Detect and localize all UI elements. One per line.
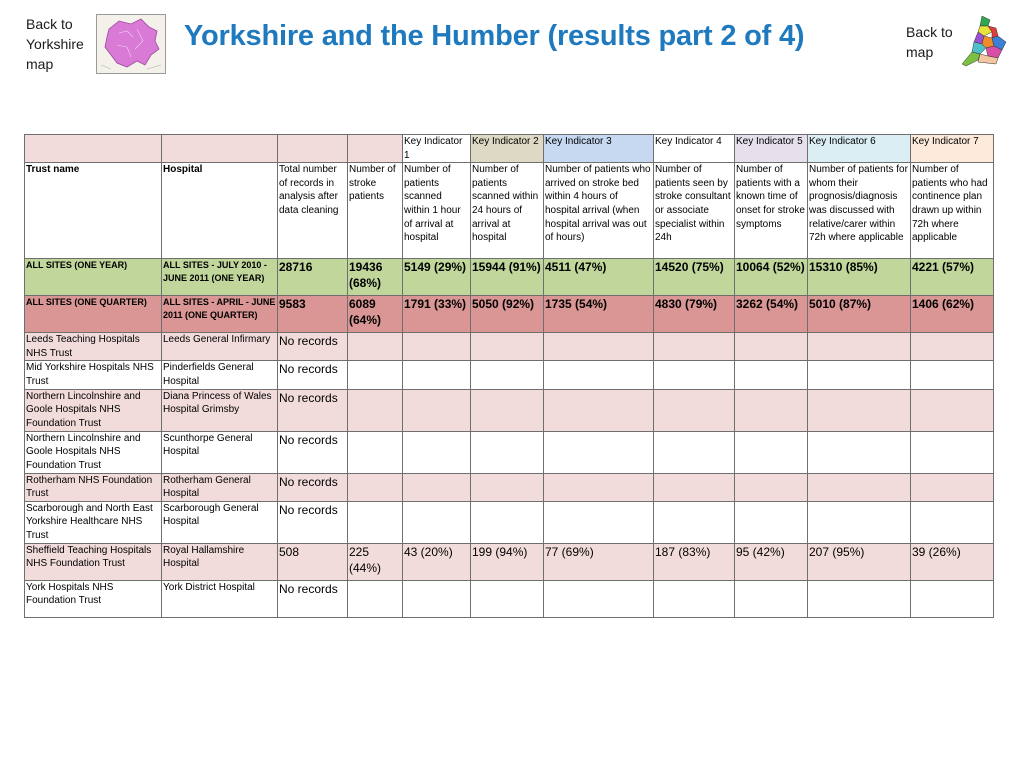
value-cell [348, 431, 403, 473]
value-cell [654, 361, 735, 389]
trust-name-cell: Northern Lincolnshire and Goole Hospitals NHS Foundation Trust [25, 431, 162, 473]
value-cell [654, 580, 735, 617]
value-cell [808, 389, 911, 431]
ki-empty-cell [162, 135, 278, 163]
summary-row [25, 296, 994, 333]
value-cell [348, 580, 403, 617]
value-cell [735, 431, 808, 473]
value-cell [544, 473, 654, 501]
value-cell [654, 501, 735, 543]
trust-name-cell: Northern Lincolnshire and Goole Hospitals NHS Foundation Trust [25, 389, 162, 431]
value-cell: 187 (83%) [654, 543, 735, 580]
table-row [25, 580, 994, 617]
value-cell [735, 361, 808, 389]
header-ki2: Number of patients scanned within 24 hours of arrival at hospital [471, 163, 544, 259]
summary-value-cell: 19436 (68%) [348, 259, 403, 296]
summary-value-cell: 10064 (52%) [735, 259, 808, 296]
ki-empty-cell [25, 135, 162, 163]
value-cell [654, 431, 735, 473]
table-row [25, 473, 994, 501]
value-cell [471, 473, 544, 501]
value-cell [735, 501, 808, 543]
value-cell: 39 (26%) [911, 543, 994, 580]
back-to-yorkshire-map-link[interactable]: Back to Yorkshire map [26, 16, 84, 72]
value-cell: 95 (42%) [735, 543, 808, 580]
value-cell [911, 501, 994, 543]
value-cell [654, 389, 735, 431]
trust-name-cell: Scarborough and North East Yorkshire Healthcare NHS Trust [25, 501, 162, 543]
value-cell [403, 473, 471, 501]
value-cell [808, 361, 911, 389]
key-indicator-6: Key Indicator 6 [808, 135, 911, 163]
summary-value-cell: 1735 (54%) [544, 296, 654, 333]
value-cell: 207 (95%) [808, 543, 911, 580]
value-cell [403, 361, 471, 389]
table-row [25, 361, 994, 389]
value-cell [403, 431, 471, 473]
value-cell: No records [278, 333, 348, 361]
value-cell [348, 333, 403, 361]
value-cell [471, 389, 544, 431]
value-cell [544, 580, 654, 617]
hospital-name-cell: Royal Hallamshire Hospital [162, 543, 278, 580]
trust-name-cell: Sheffield Teaching Hospitals NHS Foundation Trust [25, 543, 162, 580]
value-cell: 225 (44%) [348, 543, 403, 580]
results-table [24, 134, 994, 618]
value-cell [911, 361, 994, 389]
value-cell: No records [278, 473, 348, 501]
value-cell [403, 580, 471, 617]
summary-value-cell: 4511 (47%) [544, 259, 654, 296]
header-ki5: Number of patients with a known time of onset for stroke symptoms [735, 163, 808, 259]
header-ki7: Number of patients who had continence plan drawn up within 72h where applicable [911, 163, 994, 259]
table-row [25, 543, 994, 580]
value-cell [348, 361, 403, 389]
value-cell [654, 473, 735, 501]
hospital-name-cell: Pinderfields General Hospital [162, 361, 278, 389]
value-cell: No records [278, 389, 348, 431]
table-row [25, 501, 994, 543]
value-cell [348, 389, 403, 431]
value-cell [403, 501, 471, 543]
summary-value-cell: 3262 (54%) [735, 296, 808, 333]
value-cell [735, 389, 808, 431]
england-regions-map-icon [960, 14, 1010, 70]
hospital-name-cell: York District Hospital [162, 580, 278, 617]
summary-trust-cell: ALL SITES (ONE QUARTER) [25, 296, 162, 333]
value-cell [471, 580, 544, 617]
summary-trust-cell: ALL SITES (ONE YEAR) [25, 259, 162, 296]
value-cell [471, 333, 544, 361]
hospital-name-cell: Leeds General Infirmary [162, 333, 278, 361]
key-indicator-3: Key Indicator 3 [544, 135, 654, 163]
summary-value-cell: 1791 (33%) [403, 296, 471, 333]
value-cell: No records [278, 361, 348, 389]
hospital-name-cell: Rotherham General Hospital [162, 473, 278, 501]
value-cell [471, 501, 544, 543]
value-cell [735, 333, 808, 361]
hospital-name-cell: Scarborough General Hospital [162, 501, 278, 543]
trust-name-cell: Mid Yorkshire Hospitals NHS Trust [25, 361, 162, 389]
header-ki3: Number of patients who arrived on stroke bed within 4 hours of hospital arrival (when hospital arrival was out of hours) [544, 163, 654, 259]
hospital-name-cell: Scunthorpe General Hospital [162, 431, 278, 473]
summary-value-cell: 14520 (75%) [654, 259, 735, 296]
summary-value-cell: 5149 (29%) [403, 259, 471, 296]
table-row [25, 431, 994, 473]
value-cell [808, 580, 911, 617]
value-cell [654, 333, 735, 361]
value-cell: No records [278, 431, 348, 473]
value-cell [471, 361, 544, 389]
value-cell [911, 333, 994, 361]
yorkshire-map-thumbnail[interactable] [96, 14, 166, 74]
summary-value-cell: 5010 (87%) [808, 296, 911, 333]
value-cell [735, 580, 808, 617]
ki-empty-cell [348, 135, 403, 163]
value-cell [808, 501, 911, 543]
header-total-records: Total number of records in analysis after data cleaning [278, 163, 348, 259]
value-cell [403, 389, 471, 431]
key-indicator-1: Key Indicator 1 [403, 135, 471, 163]
yorkshire-map-icon [97, 15, 165, 73]
trust-name-cell: Rotherham NHS Foundation Trust [25, 473, 162, 501]
value-cell [544, 431, 654, 473]
header-hospital: Hospital [162, 163, 278, 259]
england-map-thumbnail[interactable] [960, 14, 1010, 70]
hospital-name-cell: Diana Princess of Wales Hospital Grimsby [162, 389, 278, 431]
value-cell [808, 473, 911, 501]
value-cell [911, 389, 994, 431]
trust-name-cell: York Hospitals NHS Foundation Trust [25, 580, 162, 617]
header-ki4: Number of patients seen by stroke consultant or associate specialist within 24h [654, 163, 735, 259]
header-ki6: Number of patients for whom their prognosis/diagnosis was discussed with relative/carer within 72h where applicable [808, 163, 911, 259]
summary-row [25, 259, 994, 296]
summary-value-cell: 9583 [278, 296, 348, 333]
summary-value-cell: 15310 (85%) [808, 259, 911, 296]
value-cell: No records [278, 580, 348, 617]
table-row [25, 333, 994, 361]
summary-value-cell: 5050 (92%) [471, 296, 544, 333]
value-cell [471, 431, 544, 473]
key-indicator-2: Key Indicator 2 [471, 135, 544, 163]
header-ki1: Number of patients scanned within 1 hour of arrival at hospital [403, 163, 471, 259]
header-stroke-patients: Number of stroke patients [348, 163, 403, 259]
value-cell [403, 333, 471, 361]
key-indicator-7: Key Indicator 7 [911, 135, 994, 163]
value-cell [911, 431, 994, 473]
value-cell [348, 473, 403, 501]
value-cell [911, 580, 994, 617]
value-cell [808, 431, 911, 473]
summary-value-cell: 15944 (91%) [471, 259, 544, 296]
page-title: Yorkshire and the Humber (results part 2 of 4) [184, 20, 805, 52]
ki-empty-cell [278, 135, 348, 163]
value-cell [808, 333, 911, 361]
summary-value-cell: 4221 (57%) [911, 259, 994, 296]
value-cell [911, 473, 994, 501]
key-indicator-row [25, 135, 994, 163]
value-cell: 43 (20%) [403, 543, 471, 580]
summary-hospital-cell: ALL SITES - APRIL - JUNE 2011 (ONE QUARTER) [162, 296, 278, 333]
summary-value-cell: 4830 (79%) [654, 296, 735, 333]
value-cell: No records [278, 501, 348, 543]
key-indicator-5: Key Indicator 5 [735, 135, 808, 163]
value-cell: 508 [278, 543, 348, 580]
table-row [25, 389, 994, 431]
summary-value-cell: 28716 [278, 259, 348, 296]
value-cell: 77 (69%) [544, 543, 654, 580]
key-indicator-4: Key Indicator 4 [654, 135, 735, 163]
value-cell [735, 473, 808, 501]
value-cell [544, 389, 654, 431]
header-trust-name: Trust name [25, 163, 162, 259]
summary-hospital-cell: ALL SITES - JULY 2010 - JUNE 2011 (ONE YEAR) [162, 259, 278, 296]
value-cell [348, 501, 403, 543]
value-cell: 199 (94%) [471, 543, 544, 580]
back-to-map-link[interactable]: Back to map [906, 24, 953, 60]
column-header-row [25, 163, 994, 259]
value-cell [544, 333, 654, 361]
summary-value-cell: 1406 (62%) [911, 296, 994, 333]
summary-value-cell: 6089 (64%) [348, 296, 403, 333]
trust-name-cell: Leeds Teaching Hospitals NHS Trust [25, 333, 162, 361]
value-cell [544, 501, 654, 543]
value-cell [544, 361, 654, 389]
